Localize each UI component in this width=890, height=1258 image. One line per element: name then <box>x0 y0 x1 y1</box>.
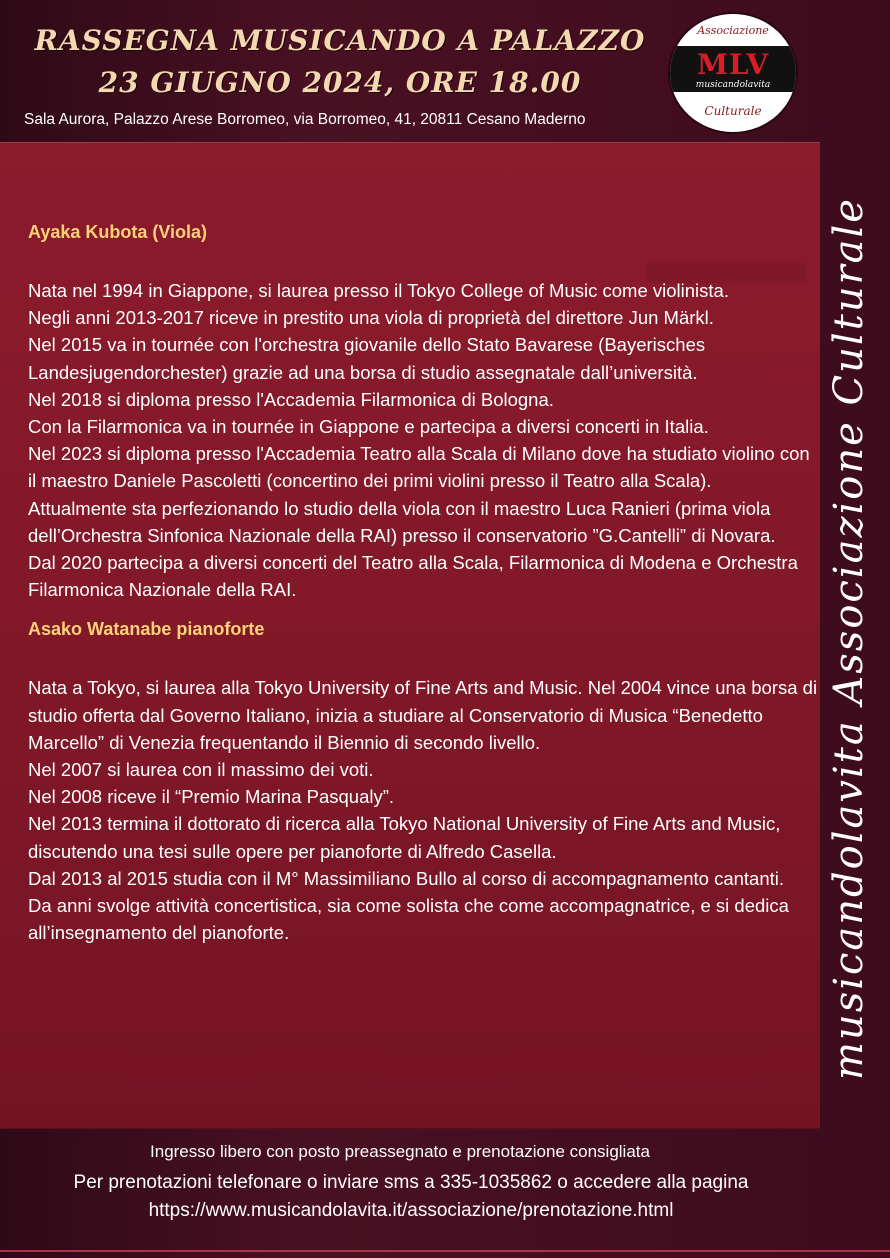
mlv-logo <box>670 14 796 132</box>
bottom-divider <box>0 1250 890 1252</box>
bio-line: Nata nel 1994 in Giappone, si laurea presso il Tokyo College of Music come violinista. <box>28 280 729 301</box>
bio-line: Dal 2013 al 2015 studia con il M° Massimiliano Bullo al corso di accompagnamento cantanti. <box>28 867 785 889</box>
bio-line: Nel 2013 termina il dottorato di ricerca alla Tokyo National University of Fine Arts and Music, discutendo una tesi sulle opere per pianoforte di Alfredo Casella. <box>28 813 781 862</box>
bio-line: Dal 2020 partecipa a diversi concerti del Teatro alla Scala, Filarmonica di Modena e Orchestra Filarmonica Nazionale della RAI. <box>28 552 798 601</box>
event-venue: Sala Aurora, Palazzo Arese Borromeo, via Borromeo, 41, 20811 Cesano Maderno <box>24 111 586 128</box>
bio-line: Da anni svolge attività concertistica, sia come solista che come accompagnatrice, e si dedica all’insegnamento del pianoforte. <box>28 895 789 944</box>
logo-top-text: Associazione <box>697 24 769 37</box>
footer-booking-link[interactable]: https://www.musicandolavita.it/associazione/prenotazione.html <box>148 1200 674 1221</box>
bio-line: Nel 2007 si laurea con il massimo dei voti. <box>28 759 374 781</box>
section-title-watanabe: Asako Watanabe pianoforte <box>28 619 265 640</box>
section-title-kubota: Ayaka Kubota (Viola) <box>28 222 208 242</box>
bio-line: Nata a Tokyo, si laurea alla Tokyo University of Fine Arts and Music. Nel 2004 vince una borsa di studio offerta dal Governo Italiano, inizia a studiare al Conservatorio di Musica “Benedetto Marcello” di Venezia frequentando il Biennio di secondo livello. <box>28 677 818 753</box>
vertical-brand-text: musicandolavita Associazione Culturale <box>826 197 872 1080</box>
footer-entry-info: Ingresso libero con posto preassegnato e prenotazione consigliata <box>150 1142 650 1161</box>
bio-kubota <box>28 277 818 603</box>
bio-line: Attualmente sta perfezionando lo studio della viola con il maestro Luca Ranieri (prima viola dell’Orchestra Sinfonica Nazionale della RAI) presso il conservatorio ”G.Cantelli” di Novara. <box>28 497 776 546</box>
bio-watanabe <box>28 674 818 946</box>
bio-line: Nel 2023 si diploma presso l'Accademia Teatro alla Scala di Milano dove ha studiato violino con il maestro Daniele Pascoletti (concertino dei primi violini presso il Teatro alla Scala). <box>28 443 810 492</box>
bio-line: Nel 2015 va in tournée con l'orchestra giovanile dello Stato Bavarese (Bayerisches Landesjugendorchester) grazie ad una borsa di studio assegnatale dall’università. <box>28 334 706 383</box>
event-date: 23 GIUGNO 2024, ORE 18.00 <box>98 66 582 99</box>
footer <box>0 1130 890 1258</box>
header <box>0 0 890 142</box>
logo-initials: MLV <box>696 48 770 81</box>
bio-line: Nel 2008 riceve il “Premio Marina Pasqualy”. <box>28 786 395 808</box>
biographies <box>28 222 818 946</box>
bio-line: Nel 2018 si diploma presso l'Accademia Filarmonica di Bologna. <box>28 388 554 410</box>
event-title: RASSEGNA MUSICANDO A PALAZZO <box>34 24 646 57</box>
bio-line: Negli anni 2013-2017 riceve in prestito una viola di proprietà del direttore Jun Märkl. <box>28 307 714 329</box>
bio-line: Con la Filarmonica va in tournée in Giappone e partecipa a diversi concerti in Italia. <box>28 416 709 438</box>
footer-booking-info: Per prenotazioni telefonare o inviare sms a 335-1035862 o accedere alla pagina <box>73 1172 749 1193</box>
logo-sub-text: musicandolavita <box>695 80 771 90</box>
logo-bottom-text: Culturale <box>704 104 762 118</box>
